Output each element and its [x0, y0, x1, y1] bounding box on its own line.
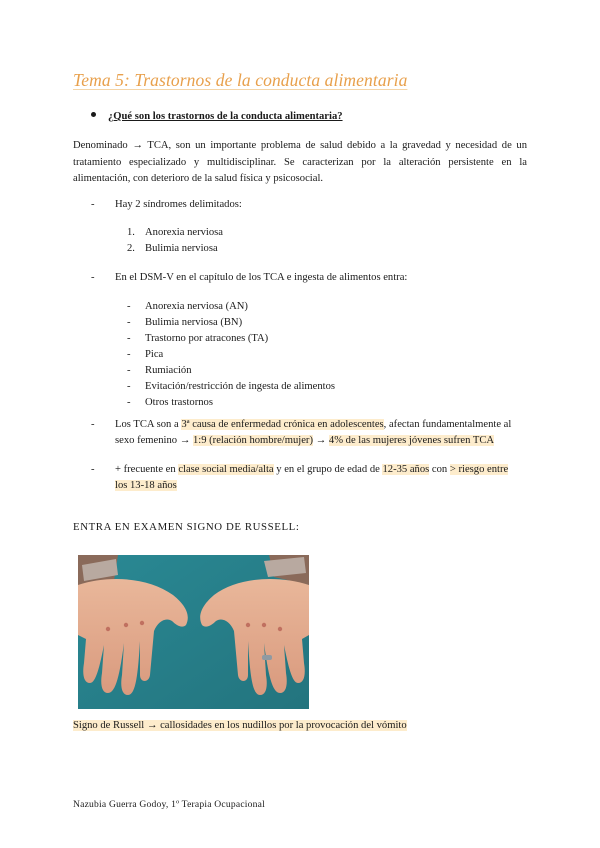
dsm-item: Trastorno por atracones (TA) — [145, 333, 269, 344]
frequency-line-1: - + frecuente en clase social media/alta y en el grupo de edad de 12-35 años con > riesgo entre — [91, 464, 509, 475]
photo-caption — [73, 718, 407, 734]
dsm-item: Evitación/restricción de ingesta de alimentos — [145, 381, 336, 392]
list-item: - Bulimia nerviosa (BN) — [127, 317, 243, 328]
definition-paragraph: Denominado → TCA, son un importante problema de salud debido a la gravedad y necesidad de un tratamiento especializado y multidisciplinar. Se caracterizan por la alteración persistente en la alimentación, con deterioro de la salud física y psicosocial. — [73, 140, 527, 184]
frequency-line-2 — [115, 478, 177, 494]
text-run: → — [313, 435, 329, 446]
list-item: - Evitación/restricción de ingesta de alimentos — [127, 381, 336, 392]
text-run: sexo femenino → — [115, 435, 193, 446]
tca-stats-line-1: - Los TCA son a 3ª causa de enfermedad crónica en adolescentes, afectan fundamentalmente al — [91, 419, 512, 430]
dsm-intro: - En el DSM-V en el capítulo de los TCA e ingesta de alimentos entra: — [91, 272, 408, 283]
syndrome-item: Bulimia nerviosa — [145, 243, 218, 254]
tca-stats-line-2 — [115, 433, 494, 449]
highlight: > riesgo entre — [449, 464, 509, 475]
text-run: Los TCA son a — [115, 419, 182, 430]
syndrome-item: Anorexia nerviosa — [145, 227, 223, 238]
dsm-list — [127, 299, 335, 411]
highlight: 1:9 (relación hombre/mujer) — [192, 435, 313, 446]
dsm-item: Anorexia nerviosa (AN) — [145, 301, 248, 312]
section-question — [91, 109, 343, 125]
highlight: clase social media/alta — [178, 464, 274, 475]
dsm-intro-text: En el DSM-V en el capítulo de los TCA e ingesta de alimentos entra: — [115, 272, 408, 283]
highlight: 4% de las mujeres jóvenes sufren TCA — [328, 435, 495, 446]
list-item: - Trastorno por atracones (TA) — [127, 333, 269, 344]
question-text: ¿Qué son los trastornos de la conducta alimentaria? — [108, 111, 343, 122]
text-run: con — [429, 464, 450, 475]
highlight: 3ª causa de enfermedad crónica en adolescentes — [181, 419, 384, 430]
dsm-item: Bulimia nerviosa (BN) — [145, 317, 243, 328]
list-item: - Pica — [127, 349, 164, 360]
list-item: - Otros trastornos — [127, 397, 213, 408]
russell-sign-photo — [78, 555, 309, 709]
highlight: los 13-18 años — [115, 480, 177, 491]
page-footer: Nazubia Guerra Godoy, 1º Terapia Ocupacional — [73, 799, 265, 810]
page-title: Tema 5: Trastornos de la conducta alimentaria — [73, 70, 408, 90]
syndromes-intro-text: Hay 2 síndromes delimitados: — [115, 199, 242, 210]
highlight: 12-35 años — [382, 464, 430, 475]
list-item: 1. Anorexia nerviosa — [127, 227, 223, 238]
list-item: - Rumiación — [127, 365, 192, 376]
text-run: y en el grupo de edad de — [273, 464, 383, 475]
list-item: 2. Bulimia nerviosa — [127, 243, 218, 254]
list-item: - Anorexia nerviosa (AN) — [127, 301, 248, 312]
dsm-item: Rumiación — [145, 365, 192, 376]
dsm-item: Pica — [145, 349, 164, 360]
text-run: + frecuente en — [115, 464, 179, 475]
caption-text: Signo de Russell → callosidades en los nudillos por la provocación del vómito — [73, 720, 407, 731]
syndromes-intro: - Hay 2 síndromes delimitados: — [91, 199, 242, 210]
bullet-icon — [91, 112, 96, 117]
dsm-item: Otros trastornos — [145, 397, 213, 408]
hands-illustration — [78, 555, 309, 709]
exam-note: ENTRA EN EXAMEN SIGNO DE RUSSELL: — [73, 521, 300, 533]
text-run: , afectan fundamentalmente al — [383, 419, 512, 430]
